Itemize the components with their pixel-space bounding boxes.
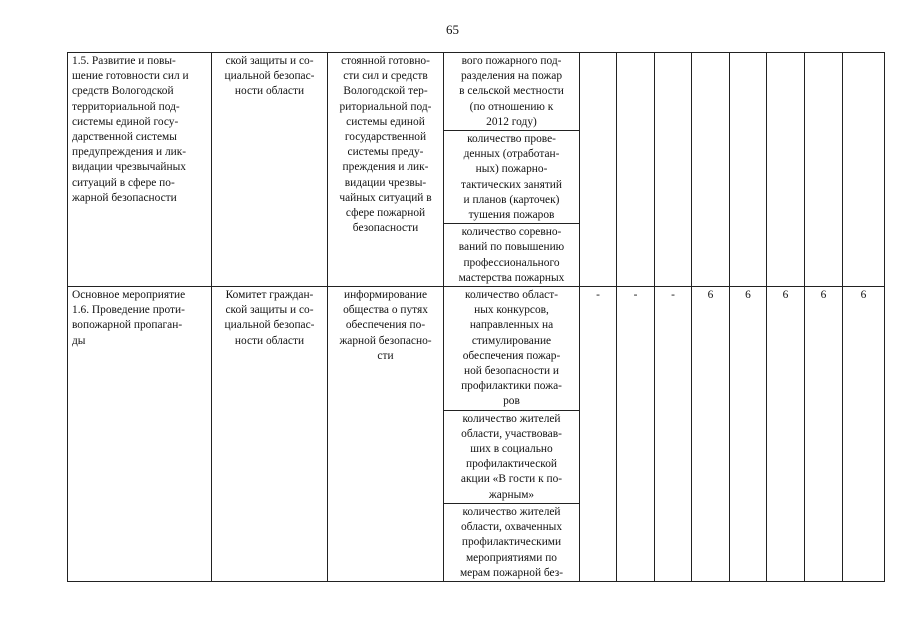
value-cell: [655, 53, 692, 287]
value-cell: -: [655, 287, 692, 582]
indicator-cell: количество прове- денных (отработан- ных) пожарно- тактических занятий и планов (карточек) тушения пожаров: [444, 131, 580, 224]
value-cell: 6: [767, 287, 805, 582]
program-measures-table: [67, 52, 885, 582]
indicator-cell: количество жителей области, охваченных профилактическими мероприятиями по мерам пожарной без-: [444, 503, 580, 581]
value-cell: 6: [805, 287, 843, 582]
indicator-cell: количество соревно- ваний по повышению профессионального мастерства пожарных: [444, 224, 580, 287]
measure-cell: 1.5. Развитие и повы- шение готовности сил и средств Вологодской территориальной под- системы единой госу- дарственной системы предупреждения и лик- видации чрезвычайных ситуаций в сфере по- жарной безопасности: [68, 53, 212, 287]
value-cell: [805, 53, 843, 287]
goal-cell: информирование общества о путях обеспечения по- жарной безопасно- сти: [328, 287, 444, 582]
value-cell: -: [580, 287, 617, 582]
value-cell: 6: [692, 287, 730, 582]
table-row: [68, 287, 885, 411]
value-cell: [692, 53, 730, 287]
value-cell: [580, 53, 617, 287]
value-cell: -: [617, 287, 655, 582]
indicator-cell: вого пожарного под- разделения на пожар в сельской местности (по отношению к 2012 году): [444, 53, 580, 131]
indicator-cell: количество жителей области, участвовав- ших в социально профилактической акции «В гости к по- жарным»: [444, 410, 580, 503]
table-row: [68, 53, 885, 131]
executor-cell: Комитет граждан- ской защиты и со- циальной безопас- ности области: [212, 287, 328, 582]
value-cell: [617, 53, 655, 287]
value-cell: [730, 53, 767, 287]
page-number: 65: [446, 22, 459, 37]
indicator-cell: количество област- ных конкурсов, направленных на стимулирование обеспечения пожар- ной безопасности и профилактики пожа- ров: [444, 287, 580, 411]
goal-cell: стоянной готовно- сти сил и средств Вологодской тер- риториальной под- системы единой государственной системы преду- преждения и лик- видации чрезвы- чайных ситуаций в сфере пожарной безопасности: [328, 53, 444, 287]
value-cell: [843, 53, 885, 287]
executor-cell: ской защиты и со- циальной безопас- ности области: [212, 53, 328, 287]
value-cell: 6: [843, 287, 885, 582]
value-cell: [767, 53, 805, 287]
value-cell: 6: [730, 287, 767, 582]
measure-cell: Основное мероприятие 1.6. Проведение проти- вопожарной пропаган- ды: [68, 287, 212, 582]
